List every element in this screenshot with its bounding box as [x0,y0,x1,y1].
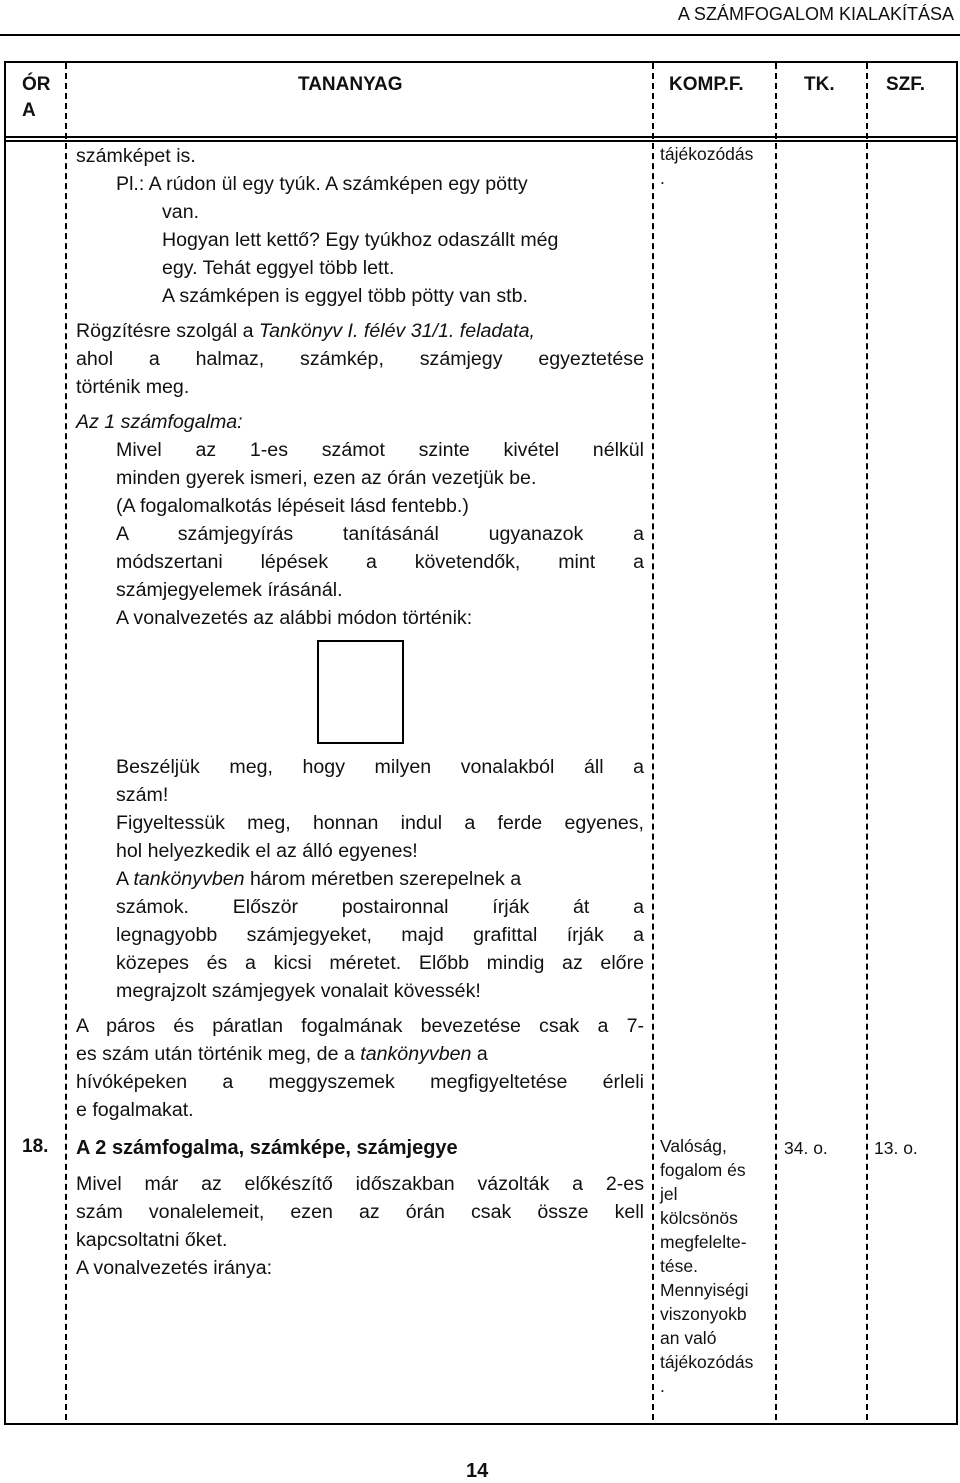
paragraph-line: Figyeltessük meg, honnan indul a ferde egyenes, [116,812,644,834]
col-divider-tananyag [652,63,654,1420]
paragraph-line: A páros és páratlan fogalmának bevezetése csak a 7- [76,1015,644,1037]
paragraph-line: szám vonalelemeit, ezen az órán csak össze kell [76,1201,644,1223]
paragraph-line: hol helyezkedik el az álló egyenes! [116,840,418,862]
paragraph-line: számok. Először postaironnal írják át a [116,896,644,918]
paragraph-line: kapcsoltatni őket. [76,1229,228,1251]
paragraph-line: A vonalvezetés az alábbi módon történik: [116,607,473,629]
paragraph-line: van. [162,201,200,223]
paragraph-line: módszertani lépések a követendők, mint a [116,551,644,573]
komp-line: an való [660,1328,717,1348]
paragraph-line: megrajzolt számjegyek vonalait kövessék! [116,980,481,1002]
komp-line: tése. [660,1256,698,1276]
col-divider-ora [65,63,67,1420]
paragraph-line: minden gyerek ismeri, ezen az órán vezetjük be. [116,467,537,489]
komp-line: jel [660,1184,678,1204]
paragraph-line: ahol a halmaz, számkép, számjegy egyeztetése [76,348,644,370]
paragraph-line: A számjegyírás tanításánál ugyanazok a [116,523,644,545]
text-block-4 [116,753,644,1005]
col-header-tk: TK. [804,74,835,95]
paragraph-line: A számképen is eggyel több pötty van stb. [162,285,528,307]
komp-line: kölcsönös [660,1208,738,1228]
inline-text: es szám után történik meg, de a [76,1043,361,1065]
section-heading: Az 1 számfogalma: [76,411,243,433]
paragraph-line: e fogalmakat. [76,1099,194,1121]
paragraph-line: egy. Tehát eggyel több lett. [162,257,395,279]
col-header-ora-line1: ÓR [22,74,51,95]
text-block-1 [76,142,646,310]
running-header: A SZÁMFOGALOM KIALAKÍTÁSA [677,4,954,24]
paragraph-line: szám! [116,784,169,806]
header-rule [0,34,960,36]
inline-text: a [471,1043,488,1065]
inline-text: három méretben szerepelnek a [244,868,522,890]
paragraph-line: Hogyan lett kettő? Egy tyúkhoz odaszállt még [162,229,559,251]
page-number: 14 [466,1460,489,1482]
paragraph-line: legnagyobb számjegyeket, majd grafittal írják a [116,924,644,946]
paragraph-line: A vonalvezetés iránya: [76,1257,273,1279]
paragraph-line: közepes és a kicsi méretet. Előbb mindig az előre [116,952,644,974]
inline-text: Rögzítésre szolgál a [76,320,259,342]
komp-cell-top [660,142,753,190]
szf-cell-18: 13. o. [874,1138,918,1158]
komp-line: Mennyiségi [660,1280,749,1300]
komp-line: Valóság, [660,1136,727,1156]
lesson-number: 18. [22,1136,49,1157]
text-block-5 [76,1012,644,1124]
col-header-szf: SZF. [886,74,926,95]
tk-cell-18: 34. o. [784,1138,828,1158]
textbook-reference: tankönyvben [360,1043,472,1065]
col-divider-tk [866,63,868,1420]
komp-line: tájékozódás [660,1352,754,1372]
paragraph-line: számképet is. [76,145,196,167]
col-header-komp: KOMP.F. [669,74,744,95]
komp-top-line: tájékozódás [660,144,754,164]
col-header-tananyag: TANANYAG [298,74,403,95]
text-block-2 [76,317,644,401]
paragraph-line: Mivel az 1-es számot szinte kivétel nélkül [116,439,644,461]
komp-cell-18 [660,1134,753,1398]
paragraph-line: (A fogalomalkotás lépéseit lásd fentebb.) [116,495,469,517]
col-header-ora-line2: A [22,100,36,121]
komp-top-line: . [660,168,665,188]
paragraph-line: hívóképeken a meggyszemek megfigyeltetése érleli [76,1071,644,1093]
komp-line: viszonyokb [660,1304,747,1324]
paragraph-line: történik meg. [76,376,190,398]
col-header-ora [22,72,51,124]
paragraph-line: Pl.: A rúdon ül egy tyúk. A számképen egy pötty [116,173,528,195]
textbook-reference: tankönyvben [133,868,245,890]
digit-writing-box [317,640,404,744]
paragraph-line: számjegyelemek írásánál. [116,579,343,601]
lesson-18-content [76,1134,644,1282]
textbook-reference: Tankönyv I. félév 31/1. feladata, [258,320,535,342]
komp-line: fogalom és [660,1160,746,1180]
komp-line: megfelelte- [660,1232,747,1252]
text-block-3 [76,408,644,632]
paragraph-line: Beszéljük meg, hogy milyen vonalakból áll a [116,756,644,778]
lesson-title: A 2 számfogalma, számképe, számjegye [76,1137,458,1159]
col-divider-komp [775,63,777,1420]
komp-line: . [660,1376,665,1396]
paragraph-line: Mivel már az előkészítő időszakban vázolták a 2-es [76,1173,644,1195]
inline-text: A [116,868,134,890]
